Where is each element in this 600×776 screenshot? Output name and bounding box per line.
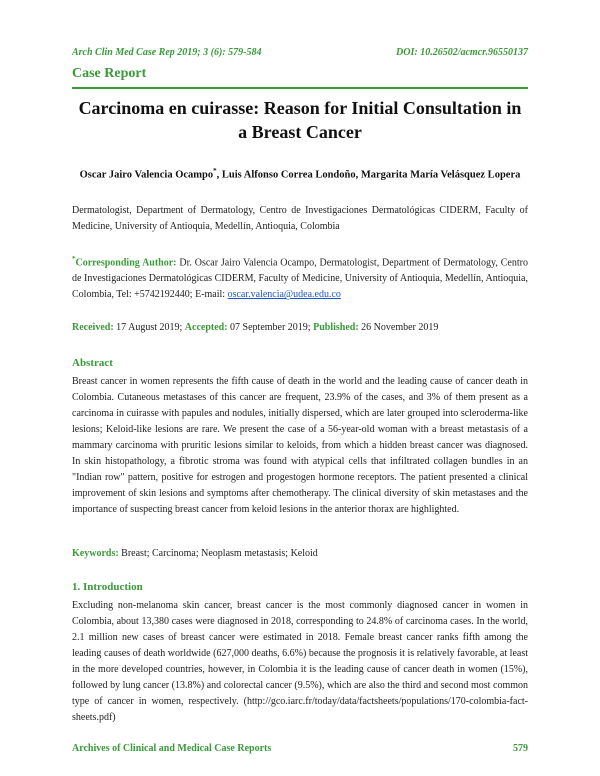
section-label: Case Report — [72, 66, 147, 81]
other-authors: , Luis Alfonso Correa Londoño, Margarita María Velásquez Lopera — [216, 169, 521, 181]
doi[interactable]: DOI: 10.26502/acmcr.96550137 — [396, 47, 528, 58]
received-label: Received: — [72, 322, 114, 333]
journal-citation: Arch Clin Med Case Rep 2019; 3 (6): 579-584 — [72, 47, 262, 58]
accepted-date: 07 September 2019; — [227, 322, 314, 333]
affiliation: Dermatologist, Department of Dermatology, Centro de Investigaciones Dermatológicas CIDERM, Faculty of Medicine, University of Antioquia, Medellín, Antioquia, Colombia — [72, 205, 528, 232]
keywords-label: Keywords: — [72, 548, 119, 559]
author-list — [72, 167, 528, 181]
page-number: 579 — [513, 743, 528, 754]
accepted-label: Accepted: — [184, 322, 228, 333]
introduction-text: Excluding non-melanoma skin cancer, breast cancer is the most commonly diagnosed cancer in women in Colombia, about 13,380 cases were diagnosed in 2018, corresponding to 24.8% of carcinoma cases. In the world, 2.1 million new cases of breast cancer were estimated in 2018. Female breast cancer ranks fifth among the leading causes of death worldwide (627,000 deaths, 6.6%) because the prognosis it is relatively favorable, at least in the more developed countries, however, in Colombia it is the leading cause of cancer death in women (15%), followed by lung cancer (13.8%) and colorectal cancer (9.5%), which are also the third and second most common type of cancer in women, respectively. (http://gco.iarc.fr/today/data/factsheets/populations/170-colombia-fact-sheets.pdf) — [72, 600, 528, 723]
header-divider — [72, 87, 528, 89]
email-link[interactable]: oscar.valencia@udea.edu.co — [227, 289, 341, 301]
corresponding-text: Dr. Oscar Jairo Valencia Ocampo, Dermatologist, Department of Dermatology, Centro de Investigaciones Dermatológicas CIDERM, Faculty of Medicine, University of Antioquia, Medellín, Antioquia, Colombia, Tel: +5742192440; E-mail: — [72, 257, 528, 301]
abstract-heading: Abstract — [72, 357, 113, 369]
corresponding-mark-2: * — [72, 255, 76, 263]
abstract-text: Breast cancer in women represents the fifth cause of death in the world and the leading cause of cancer death in Colombia. Cutaneous metastases of this cancer are frequent, 23.9% of the cases, and 3% of them present as a carcinoma in cuirasse with papules and nodules, initially dispersed, which are later grouped into scleroderma-like lesions; Keloid-like lesions are rare. We present the case of a 56-year-old woman with a breast metastasis of a mammary carcinoma with pruritic lesions similar to keloids, from which a hidden breast cancer was diagnosed. In skin histopathology, a fibrotic stroma was found with atypical cells that infiltrated collagen bundles in an "Indian row" pattern, positive for estrogen and progestogen hormone receptors. The patient presented a clinical improvement of skin lesions and symptoms after chemotherapy. The clinical diversity of skin metastases and the importance of suspecting breast cancer from keloid lesions in the anterior thorax are highlighted. — [72, 376, 528, 515]
keywords-text: Breast; Carcinoma; Neoplasm metastasis; Keloid — [118, 548, 318, 559]
corresponding-label: Corresponding Author: — [75, 257, 177, 269]
article-dates — [72, 320, 528, 336]
corresponding-author — [72, 251, 528, 303]
first-author: Oscar Jairo Valencia Ocampo — [79, 169, 214, 181]
received-date: 17 August 2019; — [113, 322, 185, 333]
page-footer — [72, 743, 528, 754]
published-date: 26 November 2019 — [358, 322, 439, 333]
article-title: Carcinoma en cuirasse: Reason for Initial Consultation in a Breast Cancer — [78, 98, 522, 142]
footer-journal: Archives of Clinical and Medical Case Reports — [72, 743, 272, 754]
corresponding-mark: * — [213, 167, 217, 175]
published-label: Published: — [313, 322, 359, 333]
keywords — [72, 546, 528, 562]
introduction-heading: 1. Introduction — [72, 581, 143, 593]
